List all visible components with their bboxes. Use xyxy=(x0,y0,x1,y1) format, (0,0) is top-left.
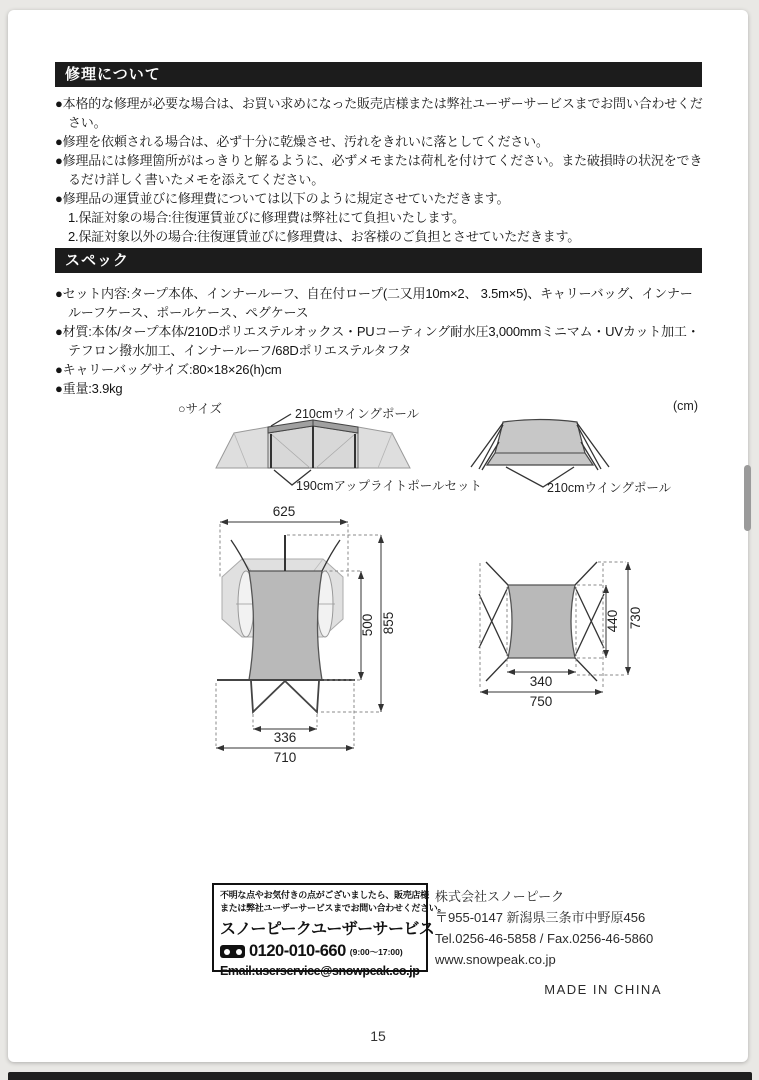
repair-section-header: 修理について xyxy=(55,62,702,87)
freedial-phone-icon xyxy=(220,945,245,958)
front-flaps xyxy=(251,681,319,712)
right-wing-panel xyxy=(358,427,410,468)
service-phone-row xyxy=(220,942,420,961)
guy-line xyxy=(479,594,508,656)
dim-inner-height: 440 xyxy=(605,609,620,633)
dim-total-width: 750 xyxy=(529,694,553,709)
company-address: 〒955-0147 新潟県三条市中野原456 xyxy=(435,910,646,925)
made-in-label: MADE IN CHINA xyxy=(544,982,662,997)
service-phone-number: 0120-010-660 xyxy=(249,942,346,960)
dim-inner-height: 500 xyxy=(360,613,375,637)
guy-line xyxy=(575,594,604,656)
plan-view-right xyxy=(479,562,643,709)
size-diagram xyxy=(50,395,710,770)
upright-pole-label: 190cmアップライトポールセット xyxy=(296,479,483,493)
repair-sub-item: 1.保証対象の場合:往復運賃並びに修理費は弊社にて負担いたします。 xyxy=(68,210,465,225)
dim-total-width: 710 xyxy=(273,750,297,765)
dim-total-height: 855 xyxy=(381,611,396,635)
service-note-line2: または弊社ユーザーサービスまでお問い合わせください。 xyxy=(220,902,447,913)
size-caption: ○サイズ xyxy=(178,402,223,416)
scrollbar-thumb[interactable] xyxy=(744,465,751,531)
front-elevation-view xyxy=(216,414,410,485)
spec-section-header: スペック xyxy=(55,248,702,273)
side-pole-label: 210cmウイングポール xyxy=(547,481,672,495)
service-hours: (9:00〜17:00) xyxy=(349,946,403,957)
guy-line xyxy=(486,658,508,681)
repair-bullet: ●修理品には修理箇所がはっきりと解るように、必ずメモまたは荷札を付けてください。また破損時の状況をできるだけ詳しく書いたメモを添えてください。 xyxy=(55,153,703,187)
repair-bullet: ●本格的な修理が必要な場合は、お買い求めになった販売店様または弊社ユーザーサービスまでお問い合わせください。 xyxy=(55,96,703,130)
spec-bullet: ●重量:3.9kg xyxy=(55,381,123,396)
next-page-edge xyxy=(8,1072,752,1080)
guy-line xyxy=(486,562,508,585)
service-name: スノーピークユーザーサービス xyxy=(220,921,435,938)
dim-top-width: 625 xyxy=(272,504,296,519)
repair-bullet-list xyxy=(55,94,703,246)
guy-line xyxy=(575,658,597,681)
repair-sub-item: 2.保証対象以外の場合:往復運賃並びに修理費は、お客様のご負担とさせていただきます。 xyxy=(68,229,581,244)
page-number: 15 xyxy=(370,1028,386,1044)
spec-bullet: ●キャリーバッグサイズ:80×18×26(h)cm xyxy=(55,362,282,377)
service-note-line1: 不明な点やお気付きの点がございましたら、販売店様 xyxy=(220,890,429,900)
repair-bullet: ●修理品の運賃並びに修理費については以下のように規定させていただきます。 xyxy=(55,191,510,206)
service-email: Email:userservice@snowpeak.co.jp xyxy=(220,964,420,978)
spec-bullet: ●セット内容:タープ本体、インナールーフ、自在付ロープ(二又用10m×2、 3.5m×5)、キャリーバッグ、インナールーフケース、ポールケース、ペグケース xyxy=(55,286,693,320)
spec-bullet-list xyxy=(55,284,703,398)
user-service-box xyxy=(212,883,447,978)
guy-line xyxy=(479,587,508,648)
dim-inner-width: 336 xyxy=(273,730,297,745)
side-elevation-view xyxy=(471,420,609,488)
company-info-block xyxy=(435,886,653,970)
unit-caption: (cm) xyxy=(673,399,698,413)
dim-inner-width: 340 xyxy=(529,674,553,689)
company-name: 株式会社スノーピーク xyxy=(435,889,565,904)
dim-total-height: 730 xyxy=(628,606,643,630)
document-page xyxy=(8,10,748,1062)
left-wing-panel xyxy=(216,427,268,468)
inner-roof-canopy xyxy=(508,585,575,658)
front-pole-label: 210cmウイングポール xyxy=(295,407,420,421)
guy-line xyxy=(575,562,597,585)
company-tel-fax: Tel.0256-46-5858 / Fax.0256-46-5860 xyxy=(435,931,654,946)
repair-bullet: ●修理を依頼される場合は、必ず十分に乾燥させ、汚れをきれいに落としてください。 xyxy=(55,134,549,149)
plan-view-left xyxy=(216,504,396,765)
spec-bullet: ●材質:本体/タープ本体/210Dポリエステルオックス・PUコーティング耐水圧3,000mmミニマム・UVカット加工・テフロン撥水加工、インナールーフ/68Dポリエステルタフタ xyxy=(55,324,700,358)
inner-roof-canopy xyxy=(249,571,322,680)
guy-line xyxy=(575,587,604,648)
company-website: www.snowpeak.co.jp xyxy=(435,952,556,967)
